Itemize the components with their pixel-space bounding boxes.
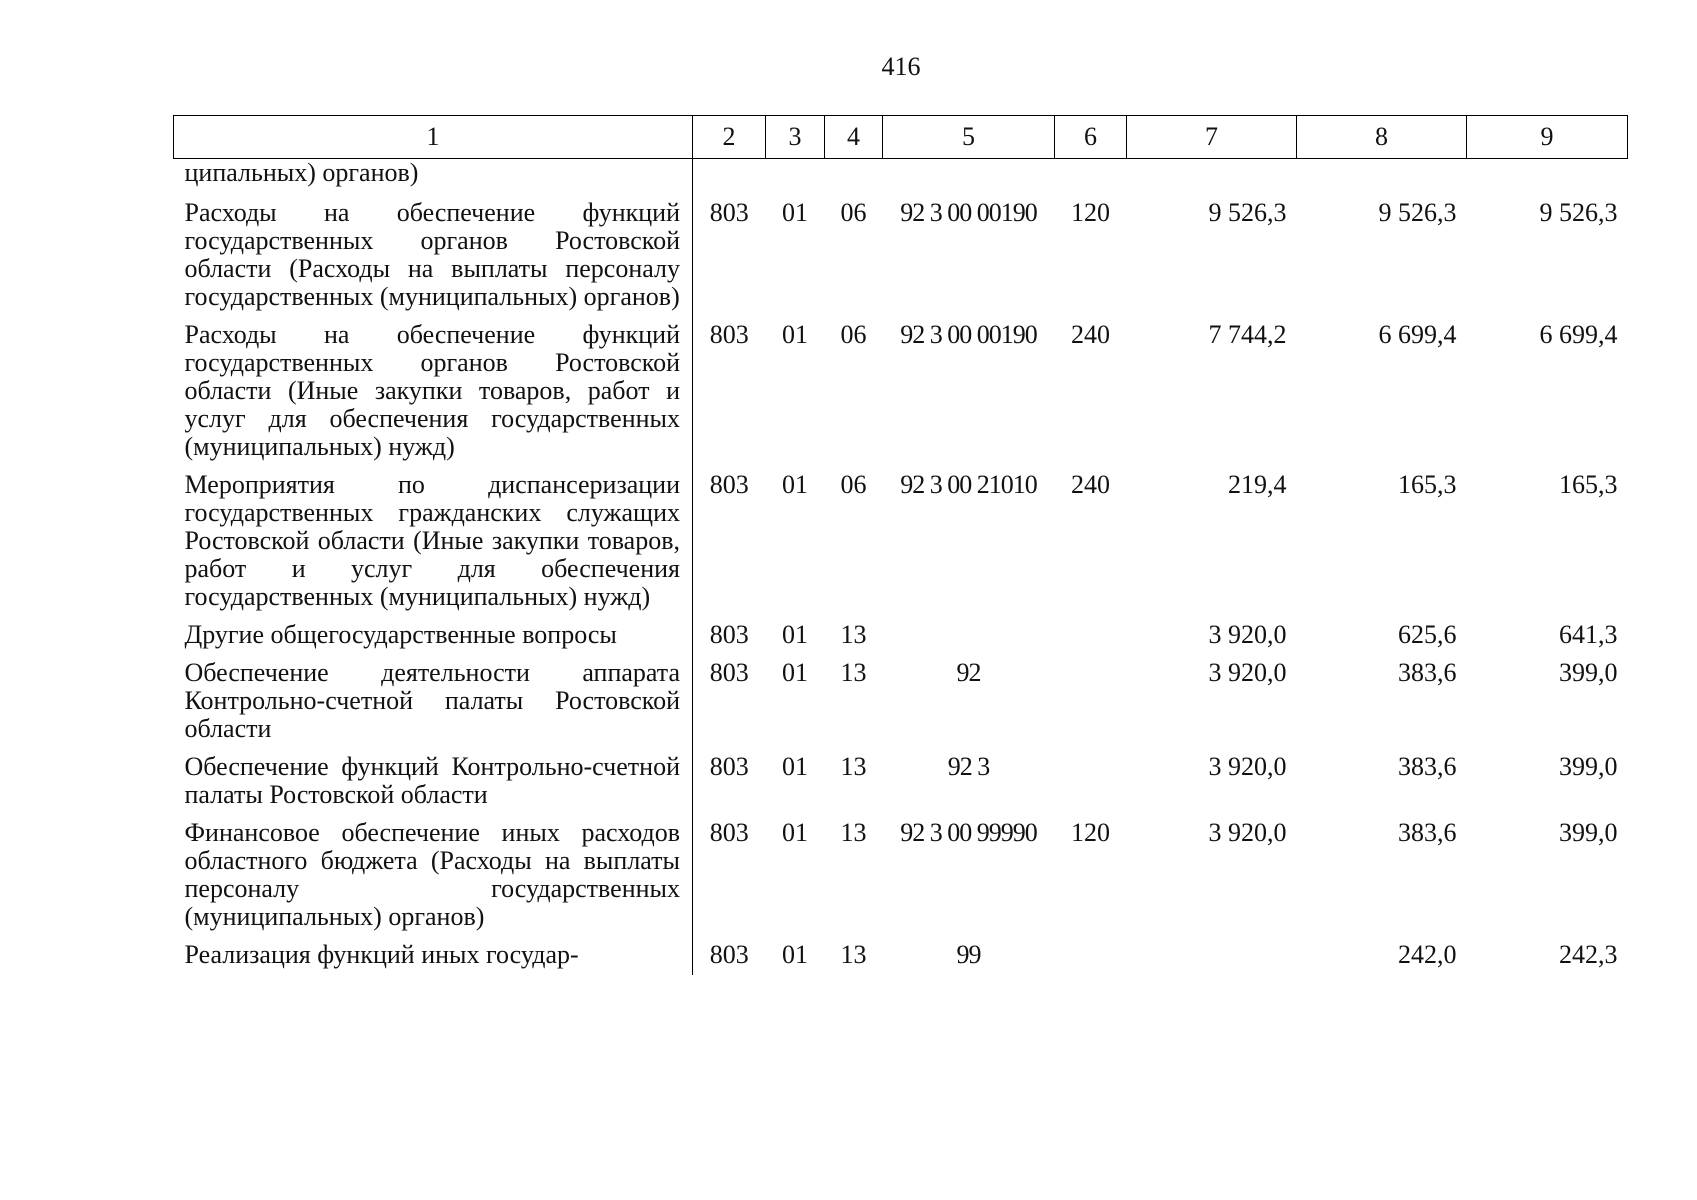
row-c8: 6 699,4 <box>1378 320 1457 349</box>
row-c5: 92 3 00 21010 <box>900 470 1037 499</box>
row-c7: 9 526,3 <box>1208 198 1287 227</box>
row-c4: 06 <box>840 198 867 227</box>
row-c8: 383,6 <box>1398 658 1457 687</box>
row-c9: 9 526,3 <box>1539 198 1618 227</box>
table-row <box>174 815 1628 937</box>
row-c4: 06 <box>840 470 867 499</box>
row-name: Финансовое обеспечение иных расходов областного бюджета (Расходы на выплаты персоналу государственных (муниципальных) органов) <box>174 815 693 937</box>
table-row <box>174 617 1628 655</box>
row-c2: 803 <box>709 198 749 227</box>
continuation-text: ципальных) органов) <box>174 159 693 196</box>
row-c6 <box>1055 655 1127 749</box>
row-c4: 13 <box>840 658 867 687</box>
row-c2: 803 <box>709 620 749 649</box>
row-c6 <box>1055 617 1127 655</box>
row-c3: 01 <box>782 620 808 649</box>
row-name: Мероприятия по диспансеризации государственных гражданских служащих Ростовской области (Иные закупки товаров, работ и услуг для обеспечения государственных (муниципальных) нужд) <box>174 467 693 617</box>
column-header-8: 8 <box>1297 116 1467 159</box>
column-header-5: 5 <box>883 116 1055 159</box>
column-header-7: 7 <box>1127 116 1297 159</box>
row-c7: 3 920,0 <box>1208 818 1287 847</box>
row-c4: 06 <box>840 320 867 349</box>
row-c4: 13 <box>840 620 867 649</box>
row-c6: 120 <box>1071 198 1110 227</box>
row-name: Обеспечение деятельности аппарата Контрольно-счетной палаты Ростовской области <box>174 655 693 749</box>
row-c6: 120 <box>1071 818 1110 847</box>
page-number: 416 <box>881 52 921 81</box>
row-c3: 01 <box>782 198 808 227</box>
row-c3: 01 <box>782 940 808 969</box>
row-c5 <box>883 617 1055 655</box>
row-c3: 01 <box>782 320 808 349</box>
row-name: Реализация функций иных государ- <box>174 937 693 975</box>
row-c5: 92 <box>956 658 981 687</box>
table-header <box>174 116 1628 159</box>
row-c6: 240 <box>1071 320 1110 349</box>
column-header-6: 6 <box>1055 116 1127 159</box>
row-name: Расходы на обеспечение функций государственных органов Ростовской области (Расходы на выплаты персоналу государственных (муниципальных) органов) <box>174 195 693 317</box>
row-c5: 92 3 00 99990 <box>900 818 1037 847</box>
row-c3: 01 <box>782 818 808 847</box>
row-c4: 13 <box>840 818 867 847</box>
row-c7: 219,4 <box>1228 470 1287 499</box>
row-c4: 13 <box>840 940 867 969</box>
row-c8: 625,6 <box>1398 620 1457 649</box>
row-c2: 803 <box>709 320 749 349</box>
row-c9: 399,0 <box>1559 752 1618 781</box>
row-c5: 99 <box>956 940 981 969</box>
row-c7: 3 920,0 <box>1208 658 1287 687</box>
row-c9: 641,3 <box>1559 620 1618 649</box>
row-c9: 165,3 <box>1559 470 1618 499</box>
row-c8: 383,6 <box>1398 752 1457 781</box>
row-c6 <box>1055 749 1127 815</box>
row-c6: 240 <box>1071 470 1110 499</box>
row-c7 <box>1127 937 1297 975</box>
continuation-row <box>174 159 1628 196</box>
row-c3: 01 <box>782 752 808 781</box>
row-c9: 6 699,4 <box>1539 320 1618 349</box>
row-c8: 383,6 <box>1398 818 1457 847</box>
column-header-4: 4 <box>825 116 883 159</box>
row-name: Расходы на обеспечение функций государственных органов Ростовской области (Иные закупки товаров, работ и услуг для обеспечения государственных (муниципальных) нужд) <box>174 317 693 467</box>
row-c4: 13 <box>840 752 867 781</box>
row-c3: 01 <box>782 658 808 687</box>
table-row <box>174 937 1628 975</box>
column-header-9: 9 <box>1467 116 1628 159</box>
row-c5: 92 3 00 00190 <box>900 198 1037 227</box>
table-row <box>174 467 1628 617</box>
column-header-2: 2 <box>693 116 766 159</box>
row-c7: 3 920,0 <box>1208 620 1287 649</box>
budget-table <box>173 115 1628 975</box>
row-c9: 399,0 <box>1559 818 1618 847</box>
row-c2: 803 <box>709 470 749 499</box>
table-row <box>174 749 1628 815</box>
column-header-1: 1 <box>174 116 693 159</box>
row-name: Другие общегосударственные вопросы <box>174 617 693 655</box>
table-row <box>174 195 1628 317</box>
table-row <box>174 317 1628 467</box>
row-c7: 7 744,2 <box>1208 320 1287 349</box>
row-c2: 803 <box>709 818 749 847</box>
row-c5: 92 3 00 00190 <box>900 320 1037 349</box>
row-c2: 803 <box>709 940 749 969</box>
row-c3: 01 <box>782 470 808 499</box>
row-c9: 399,0 <box>1559 658 1618 687</box>
table-body <box>174 159 1628 976</box>
row-c6 <box>1055 937 1127 975</box>
row-c8: 165,3 <box>1398 470 1457 499</box>
row-c7: 3 920,0 <box>1208 752 1287 781</box>
row-c2: 803 <box>709 752 749 781</box>
row-name: Обеспечение функций Контрольно-счетной палаты Ростовской области <box>174 749 693 815</box>
row-c8: 9 526,3 <box>1378 198 1457 227</box>
row-c8: 242,0 <box>1398 940 1457 969</box>
column-header-3: 3 <box>766 116 825 159</box>
row-c5: 92 3 <box>947 752 990 781</box>
row-c9: 242,3 <box>1559 940 1618 969</box>
row-c2: 803 <box>709 658 749 687</box>
table-row <box>174 655 1628 749</box>
